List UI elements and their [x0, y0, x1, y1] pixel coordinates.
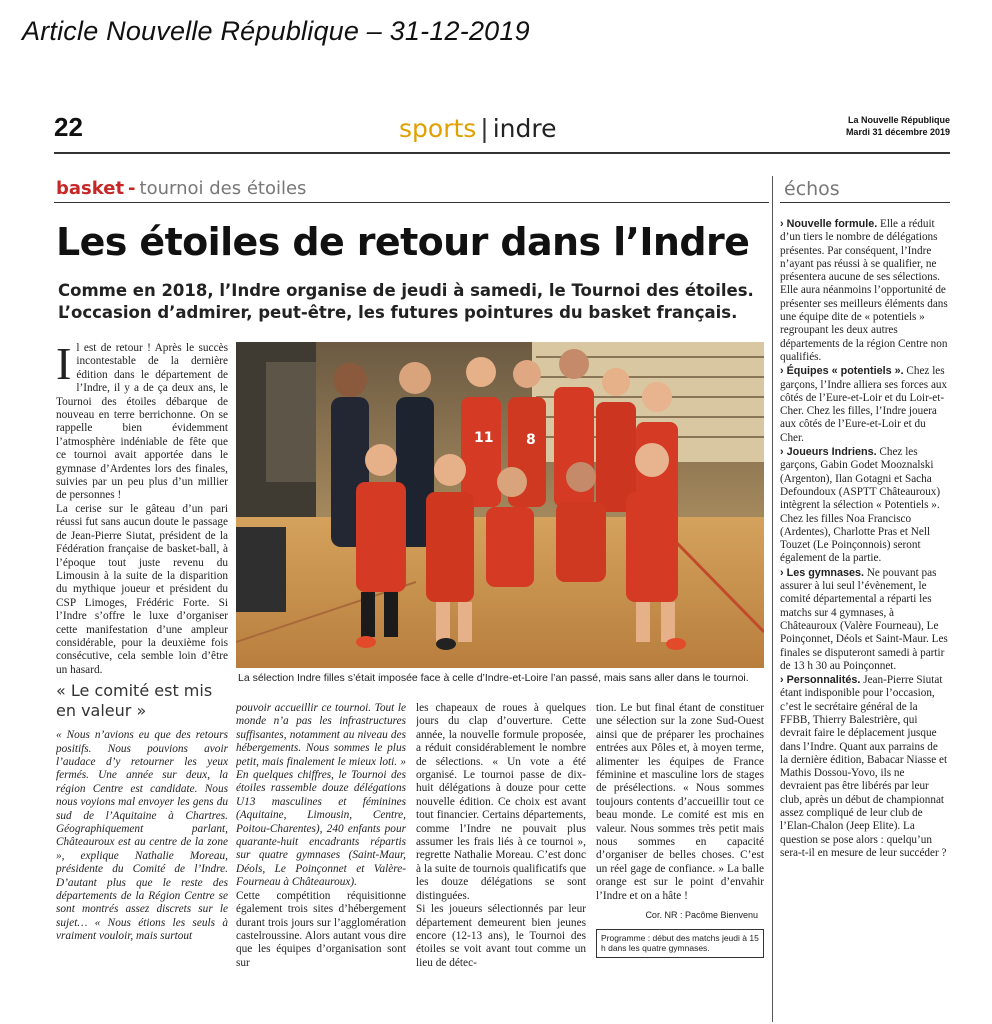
article-headline: Les étoiles de retour dans l’Indre	[56, 220, 750, 264]
echos-title: échos	[784, 178, 840, 200]
echo-item	[780, 674, 948, 860]
echo-text: Jean-Pierre Siutat étant indisponible pour l’occasion, c’est le secrétaire général de la FFBB, Thierry Balestrière, qui devrait faire le déplacement jusque dans l’Indre. Quant aux parrains de la dernière édition, Babacar Niasse et Mathis Dossou-Yovo, ils ne devraient pas être libérés par leur club, après un début de championnat assez compliqué de leur club de l’Elan-Chalon (Jeep Elite). La question se pose alors : quelqu’un sera-t-il en mesure de leur succéder ?	[780, 674, 948, 859]
section-rubric	[399, 114, 557, 143]
kicker-basket: basket	[56, 178, 125, 199]
col1-paragraph-1: l est de retour ! Après le succès incontestable de la dernière édition dans le département de l’Indre, il y a de ça deux ans, le Tournoi des étoiles débarque de nouveau en terre berrichonne. On se rappelle bien évidemment l’atmosphère indéniable de fête que ce tournoi avait apportée dans le gymnase d’Ardentes lors des finales, suivies par un peu plus d’un millier de personnes !	[56, 342, 228, 502]
paper-date: Mardi 31 décembre 2019	[845, 127, 950, 137]
col3-paragraph-1: les chapeaux de roues à quelques jours du clap d’ouverture. Cette année, la nouvelle formule proposée, a réduit considérablement le nombre de sélections. « Un vote a été organisé. Le tournoi passe de dix-huit délégations à douze pour cette nouvelle édition. Ce choix est avant tout financier. Certains départements, comme l’Indre ne pouvait plus assumer les frais liés à ce tournoi », regrette Nathalie Moreau. C’est donc à la suite de tournois qualificatifs que les douze délégations se sont distinguées.	[416, 702, 586, 902]
echo-title: › Les gymnases.	[780, 566, 865, 579]
section-indre: indre	[492, 114, 557, 143]
echo-title: › Personnalités.	[780, 674, 861, 687]
jersey-number-1: 11	[474, 430, 494, 446]
article-subhead: « Le comité est mis en valeur »	[56, 681, 213, 721]
team-photo-image	[236, 342, 764, 668]
echo-title: › Joueurs Indriens.	[780, 446, 877, 459]
section-separator: |	[480, 114, 489, 143]
paper-masthead	[846, 114, 950, 138]
article-signature: Cor. NR : Pacôme Bienvenu	[645, 910, 758, 921]
section-sports: sports	[399, 114, 477, 143]
jersey-number-2: 8	[526, 432, 536, 448]
col2-paragraph-1: pouvoir accueillir ce tournoi. Tout le monde n’a pas les infrastructures suffisantes, notamment au niveau des hébergements. Nous sommes le plus petit, mais finalement le mieux loti. » En quelques chiffres, le Tournoi des étoiles rassemble douze délégations U13 masculines et féminines (Aquitaine, Limousin, Centre, Poitou-Charentes), 240 enfants pour quarante-huit encadrants répartis sur quatre gymnases (Saint-Maur, Déols, Le Poinçonnet et Valère-Fourneau à Châteauroux).	[236, 702, 406, 889]
article-column-3	[416, 702, 586, 1022]
col4-paragraph-1: tion. Le but final étant de constituer une sélection sur la zone Sud-Ouest ainsi que de préparer les prochaines entrées aux Pôles et, à moyen terme, alimenter les équipes de France féminine et masculine lors de stages de présélections. « Nous sommes toujours contents d’accueillir tout ce beau monde. Le comité est mis en valeur. Nous sommes très petit mais nous sommes en capacité d’organiser de belles choses. C’est un réel gage de confiance. » La balle orange est sur le point d’envahir l’Indre et on a hâte !	[596, 702, 764, 902]
echo-title: › Équipes « potentiels ».	[780, 365, 904, 378]
article-column-1	[56, 342, 228, 1022]
kicker-rule	[54, 202, 769, 203]
echo-text: Ne pouvant pas assurer à lui seul l’évènement, le comité départemental a réparti les matchs sur 4 gymnases, à Châteauroux (Valère Fourneau), Le Poinçonnet, Déols et Saint-Maur. Les finales se disputeront samedi à partir de 13 h 30 au Poinçonnet.	[780, 566, 948, 672]
article-standfirst: Comme en 2018, l’Indre organise de jeudi à samedi, le Tournoi des étoiles. L’occasion d’admirer, peut-être, les futures pointures du basket français.	[58, 281, 754, 322]
article-column-2	[236, 702, 406, 1022]
echos-rule	[780, 202, 950, 203]
echo-text: Elle a réduit d’un tiers le nombre de délégations présentes. Par conséquent, l’Indre n’ayant pas réussi à se qualifier, ne présentera aucune de ses sélections. Elle aura néanmoins l’opportunité de présenter ses meilleurs éléments dans une équipe dite de « potentiels » regroupant les deux autres départements de la région Centre non qualifiés.	[780, 218, 948, 363]
article-kicker	[56, 178, 306, 199]
echos-sidebar	[780, 218, 948, 1024]
document-caption: Article Nouvelle République – 31-12-2019	[22, 16, 530, 46]
drop-cap: I	[56, 342, 72, 389]
paper-name: La Nouvelle République	[847, 115, 950, 125]
echo-item	[780, 446, 948, 566]
programme-box: Programme : début des matchs jeudi à 15 h dans les quatre gymnases.	[596, 929, 764, 958]
kicker-tournoi: tournoi des étoiles	[139, 178, 307, 199]
col3-paragraph-2: Si les joueurs sélectionnés par leur département demeurent bien jeunes encore (12-13 ans), le Tournoi des étoiles se voit avant tout comme un lieu de détec-	[416, 903, 586, 969]
echo-text: Chez les garçons, l’Indre alliera ses forces aux côtés de l’Eure-et-Loir et du Loir-et-Cher. Chez les filles, l’Indre jouera aux côtés de l’Eure-et-Loir et du Cher.	[780, 365, 948, 444]
column-divider	[772, 176, 773, 1022]
page-number: 22	[54, 112, 83, 142]
col2-paragraph-2: Cette compétition réquisitionne également trois sites d’hébergement durant trois jours sur l’agglomération castelroussine. Alors autant vous dire que les équipes d’organisation sont sur	[236, 889, 406, 969]
newspaper-page	[54, 108, 950, 1024]
team-photo	[236, 342, 764, 668]
col1-paragraph-3: « Nous n’avions eu que des retours positifs. Nous pouvions avoir l’audace d’y retourner les yeux fermés. Une année sur deux, la région Centre est candidate. Nous nous voyions mal envoyer les gens du sud de l’Aquitaine à Chartres. Géographiquement parlant, Châteauroux est au centre de la zone », explique Nathalie Moreau, présidente du Comité de l’Indre. D’autant plus que le reste des départements de la Région Centre se sont montrés assez discrets sur le sujet… « Nous étions les seuls à vraiment vouloir, mais surtout	[56, 729, 228, 943]
echo-text: Chez les garçons, Gabin Godet Mooznalski (Argenton), Ilan Gotagni et Sacha Defoundoux (ASPTT Châteauroux) intègrent la sélection « Potentiels ». Chez les filles Noa Francisco (Ardentes), Charlotte Pras et Nell Touzet (Le Poinçonnois) seront également de la partie.	[780, 446, 941, 565]
echo-item	[780, 567, 948, 673]
echo-item	[780, 365, 948, 445]
photo-caption: La sélection Indre filles s’était imposée face à celle d’Indre-et-Loire l’an passé, mais sans aller dans le tournoi.	[238, 672, 749, 684]
folio-bar	[54, 108, 950, 154]
kicker-dash: -	[128, 178, 136, 199]
article-column-4	[596, 702, 764, 1022]
echo-title: › Nouvelle formule.	[780, 218, 878, 230]
col1-paragraph-2: La cerise sur le gâteau d’un pari réussi fut sans aucun doute le passage de Jean-Pierre Siutat, président de la Fédération française de basket-ball, à l’époque tout juste revenu du Limousin à la suite de la disparition du mythique joueur et président du CSP Limoges, Frédéric Forte. Si l’Indre s’offre le luxe d’organiser cette manifestation d’une ampleur considérable, pour la deuxième fois consécutive, cela semble loin d’être un hasard.	[56, 502, 228, 676]
echo-item	[780, 218, 948, 364]
